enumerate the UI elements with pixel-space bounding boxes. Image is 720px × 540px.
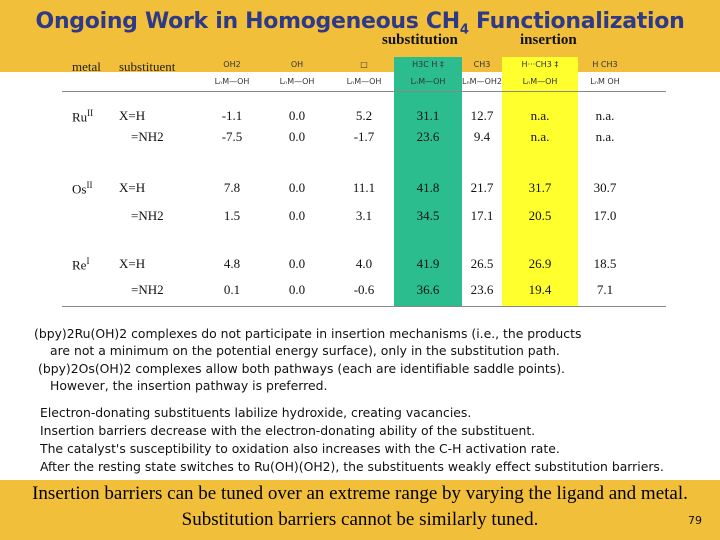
structure-bottom: LₙM—OH [279, 77, 315, 86]
table-cell: 31.1 [416, 108, 440, 123]
summary-line-2: Substitution barriers cannot be similarly tuned. [181, 509, 539, 530]
table-cell: 17.1 [470, 208, 494, 223]
table-cell: 0.0 [288, 256, 306, 271]
structure-bottom: LₙM—OH [522, 77, 558, 86]
table-cell: 18.5 [593, 256, 617, 271]
note-line: After the resting state switches to Ru(OH)(OH2), the substituents weakly effect substitution barriers. [40, 459, 664, 474]
structure-top: H CH3 [592, 60, 618, 69]
table-cell: 12.7 [470, 108, 494, 123]
table-cell: 26.9 [528, 256, 552, 271]
table-cell: 4.0 [355, 256, 373, 271]
structure-header [200, 60, 264, 90]
table-cell: n.a. [530, 129, 550, 144]
structure-top: OH [290, 60, 304, 69]
table-cell: -1.7 [353, 129, 375, 144]
table-cell: 0.0 [288, 180, 306, 195]
table-cell: 21.7 [470, 180, 494, 195]
col-header-substituent: substituent [119, 59, 176, 74]
structure-header [450, 60, 514, 90]
table-cell: 17.0 [593, 208, 617, 223]
structure-top: H3C H ‡ [412, 60, 444, 69]
table-cell: n.a. [595, 108, 615, 123]
table-cell: 23.6 [470, 282, 494, 297]
note-line: (bpy)2Ru(OH)2 complexes do not participate in insertion mechanisms (i.e., the products [34, 326, 582, 341]
insertion-group-label: insertion [520, 32, 577, 48]
table-cell: 1.5 [223, 208, 241, 223]
table-cell: 34.5 [416, 208, 440, 223]
substituent-label: =NH2 [131, 208, 164, 223]
table-cell: -1.1 [221, 108, 243, 123]
structure-bottom: LₙM—OH [410, 77, 446, 86]
slide-title: Ongoing Work in Homogeneous $CH_4$ Functionalization [35, 9, 685, 38]
table-cell: 4.8 [223, 256, 241, 271]
table-cell: 5.2 [355, 108, 373, 123]
table-cell: 0.0 [288, 129, 306, 144]
structure-top: OH2 [223, 60, 241, 69]
substituent-label: X=H [119, 256, 146, 271]
note-line: (bpy)2Os(OH)2 complexes allow both pathways (each are identifiable saddle points). [38, 361, 565, 376]
table-cell: -7.5 [221, 129, 243, 144]
structure-header [332, 60, 396, 90]
substitution-group-label: substitution [382, 32, 458, 48]
note-line: are not a minimum on the potential energy surface), only in the substitution path. [50, 343, 560, 358]
summary-line-1: Insertion barriers can be tuned over an extreme range by varying the ligand and metal. [32, 483, 688, 504]
structure-bottom: LₙM—OH2 [462, 77, 502, 86]
table-cell: 41.9 [416, 256, 440, 271]
table-cell: 11.1 [352, 180, 376, 195]
table-bottom-divider [62, 306, 666, 307]
structure-bottom: LₙM—OH [214, 77, 250, 86]
structure-header [265, 60, 329, 90]
structure-header [573, 60, 637, 90]
table-cell: 19.4 [528, 282, 552, 297]
structure-top: H···CH3 ‡ [521, 60, 559, 69]
page-number: 79 [688, 514, 702, 527]
metal-label: $Os^{II}$ [72, 180, 93, 197]
structure-bottom: LₙM OH [590, 77, 620, 86]
structure-top: □ [360, 60, 368, 69]
table-cell: 0.0 [288, 208, 306, 223]
substituent-label: =NH2 [131, 282, 164, 297]
table-cell: 31.7 [528, 180, 552, 195]
note-line: Insertion barriers decrease with the electron-donating ability of the substituent. [40, 423, 536, 438]
substituent-label: X=H [119, 108, 146, 123]
table-cell: 23.6 [416, 129, 440, 144]
table-cell: 7.8 [223, 180, 241, 195]
table-cell: 0.0 [288, 108, 306, 123]
table-cell: 9.4 [473, 129, 491, 144]
table-cell: 41.8 [416, 180, 440, 195]
table-cell: 0.0 [288, 282, 306, 297]
table-cell: n.a. [530, 108, 550, 123]
note-line: Electron-donating substituents labilize hydroxide, creating vacancies. [40, 405, 472, 420]
note-line: However, the insertion pathway is preferred. [50, 378, 328, 393]
structure-top: CH3 [473, 60, 491, 69]
structure-bottom: LₙM—OH [346, 77, 382, 86]
table-cell: 0.1 [223, 282, 241, 297]
structure-header [508, 60, 572, 90]
substituent-label: =NH2 [131, 129, 164, 144]
table-cell: n.a. [595, 129, 615, 144]
table-cell: 36.6 [416, 282, 440, 297]
note-line: The catalyst's susceptibility to oxidation also increases with the C-H activation rate. [40, 441, 560, 456]
header-divider [62, 91, 666, 92]
metal-label: $Ru^{II}$ [72, 108, 94, 125]
table-cell: 7.1 [596, 282, 614, 297]
table-cell: 30.7 [593, 180, 617, 195]
table-cell: 20.5 [528, 208, 552, 223]
metal-label: $Re^I$ [72, 256, 90, 273]
table-cell: 3.1 [355, 208, 373, 223]
table-cell: -0.6 [353, 282, 375, 297]
substituent-label: X=H [119, 180, 146, 195]
table-cell: 26.5 [470, 256, 494, 271]
col-header-metal: metal [72, 59, 101, 74]
